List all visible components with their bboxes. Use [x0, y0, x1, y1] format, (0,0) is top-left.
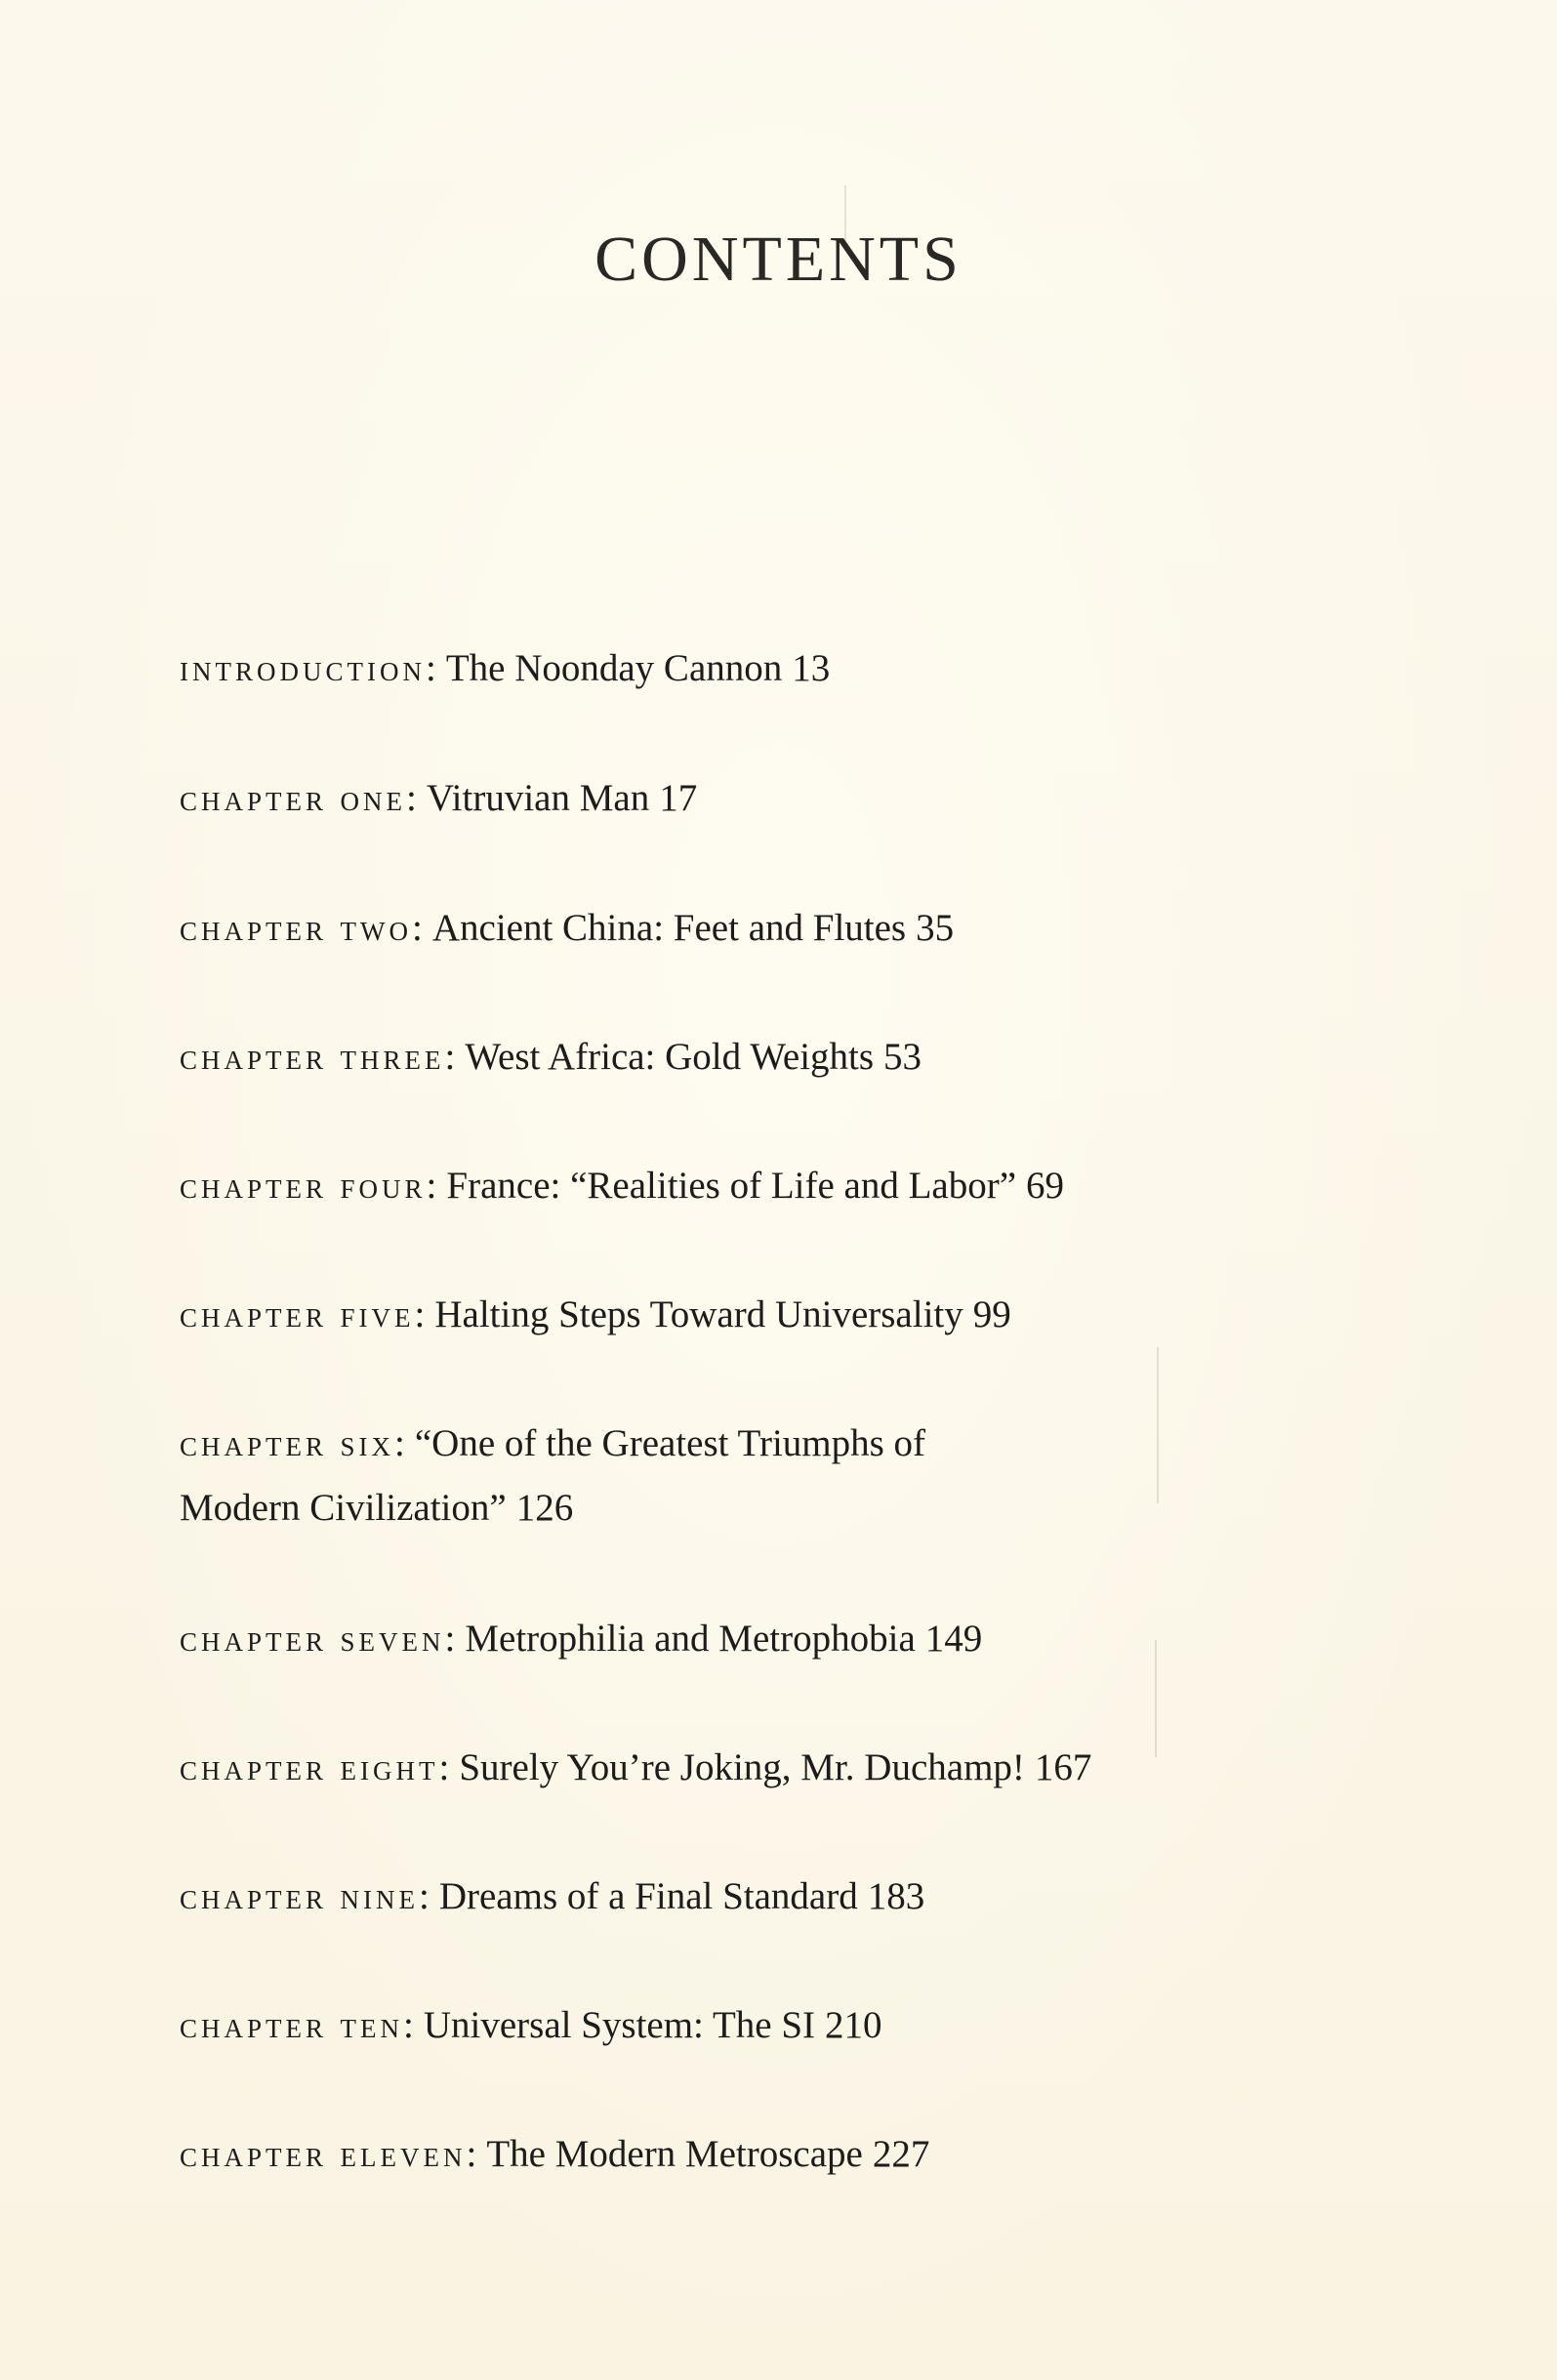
toc-entry-chapter-six [180, 1412, 925, 1540]
entry-label: chapter two [180, 908, 412, 949]
entry-separator: : [438, 1746, 450, 1788]
entry-label: chapter four [180, 1166, 427, 1207]
entry-title: Surely You’re Joking, Mr. Duchamp! [459, 1746, 1025, 1788]
entry-title: France: “Realities of Life and Labor” [446, 1165, 1017, 1207]
toc-entry-chapter-two [180, 896, 954, 961]
entry-label: chapter three [180, 1037, 445, 1078]
entry-page-number: 53 [883, 1036, 922, 1078]
toc-entry-chapter-four [180, 1154, 1064, 1218]
entry-title: Halting Steps Toward Universality [434, 1293, 963, 1335]
entry-page-number: 17 [659, 777, 698, 819]
entry-title: West Africa: Gold Weights [465, 1036, 875, 1078]
paper-mark [1157, 1347, 1159, 1503]
entry-page-number: 99 [972, 1293, 1011, 1335]
toc-entry-chapter-ten [180, 1993, 882, 2058]
toc-entry-chapter-one [180, 766, 697, 831]
entry-page-number: 13 [792, 647, 831, 689]
toc-entry-chapter-five [180, 1283, 1011, 1347]
entry-title: Metrophilia and Metrophobia [465, 1618, 916, 1660]
entry-separator: : [406, 777, 417, 819]
entry-label: chapter eight [180, 1747, 439, 1788]
entry-page-number: 183 [867, 1875, 925, 1917]
toc-entry-chapter-three [180, 1025, 922, 1089]
entry-page-number: 227 [872, 2133, 930, 2175]
toc-entry-chapter-seven [180, 1607, 982, 1671]
entry-separator: : [414, 1293, 426, 1335]
entry-separator: : [403, 2004, 414, 2046]
toc-entry-chapter-eleven [180, 2122, 929, 2187]
paper-mark [1155, 1640, 1157, 1757]
entry-label: chapter six [180, 1423, 395, 1464]
entry-separator: : [425, 647, 436, 689]
entry-line-1 [180, 1412, 925, 1476]
entry-separator: : [394, 1422, 405, 1464]
entry-separator: : [419, 1875, 430, 1917]
entry-title: The Noonday Cannon [445, 647, 783, 689]
entry-page-number: 35 [916, 907, 955, 949]
toc-entry-chapter-eight [180, 1736, 1091, 1800]
toc-entry-chapter-nine [180, 1865, 924, 1929]
entry-page-number: 167 [1034, 1746, 1092, 1788]
entry-separator: : [444, 1036, 456, 1078]
entry-page-number: 210 [825, 2004, 882, 2046]
entry-title: Vitruvian Man [426, 777, 650, 819]
entry-separator: : [412, 907, 423, 949]
entry-separator: : [466, 2133, 477, 2175]
entry-title: Dreams of a Final Standard [438, 1875, 858, 1917]
entry-page-number: 69 [1026, 1165, 1065, 1207]
entry-title: Ancient China: Feet and Flutes [431, 907, 907, 949]
entry-page-number: 126 [515, 1487, 574, 1529]
entry-label: chapter one [180, 778, 407, 819]
entry-label: chapter five [180, 1294, 415, 1335]
entry-label: chapter nine [180, 1876, 419, 1917]
entry-page-number: 149 [924, 1618, 983, 1660]
entry-separator: : [444, 1618, 456, 1660]
entry-label: chapter eleven [180, 2134, 467, 2175]
entry-separator: : [426, 1165, 437, 1207]
entry-label: chapter seven [180, 1619, 445, 1660]
toc-entry-introduction [180, 636, 830, 701]
entry-title: “One of the Greatest Triumphs of [414, 1422, 926, 1464]
page-title: CONTENTS [594, 224, 963, 295]
entry-label: chapter ten [180, 2005, 403, 2046]
entry-line-2 [180, 1476, 925, 1540]
entry-title: Universal System: The SI [423, 2004, 816, 2046]
entry-label: introduction [180, 648, 426, 689]
entry-title-continued: Modern Civilization” [180, 1487, 507, 1529]
entry-title: The Modern Metroscape [486, 2133, 863, 2175]
